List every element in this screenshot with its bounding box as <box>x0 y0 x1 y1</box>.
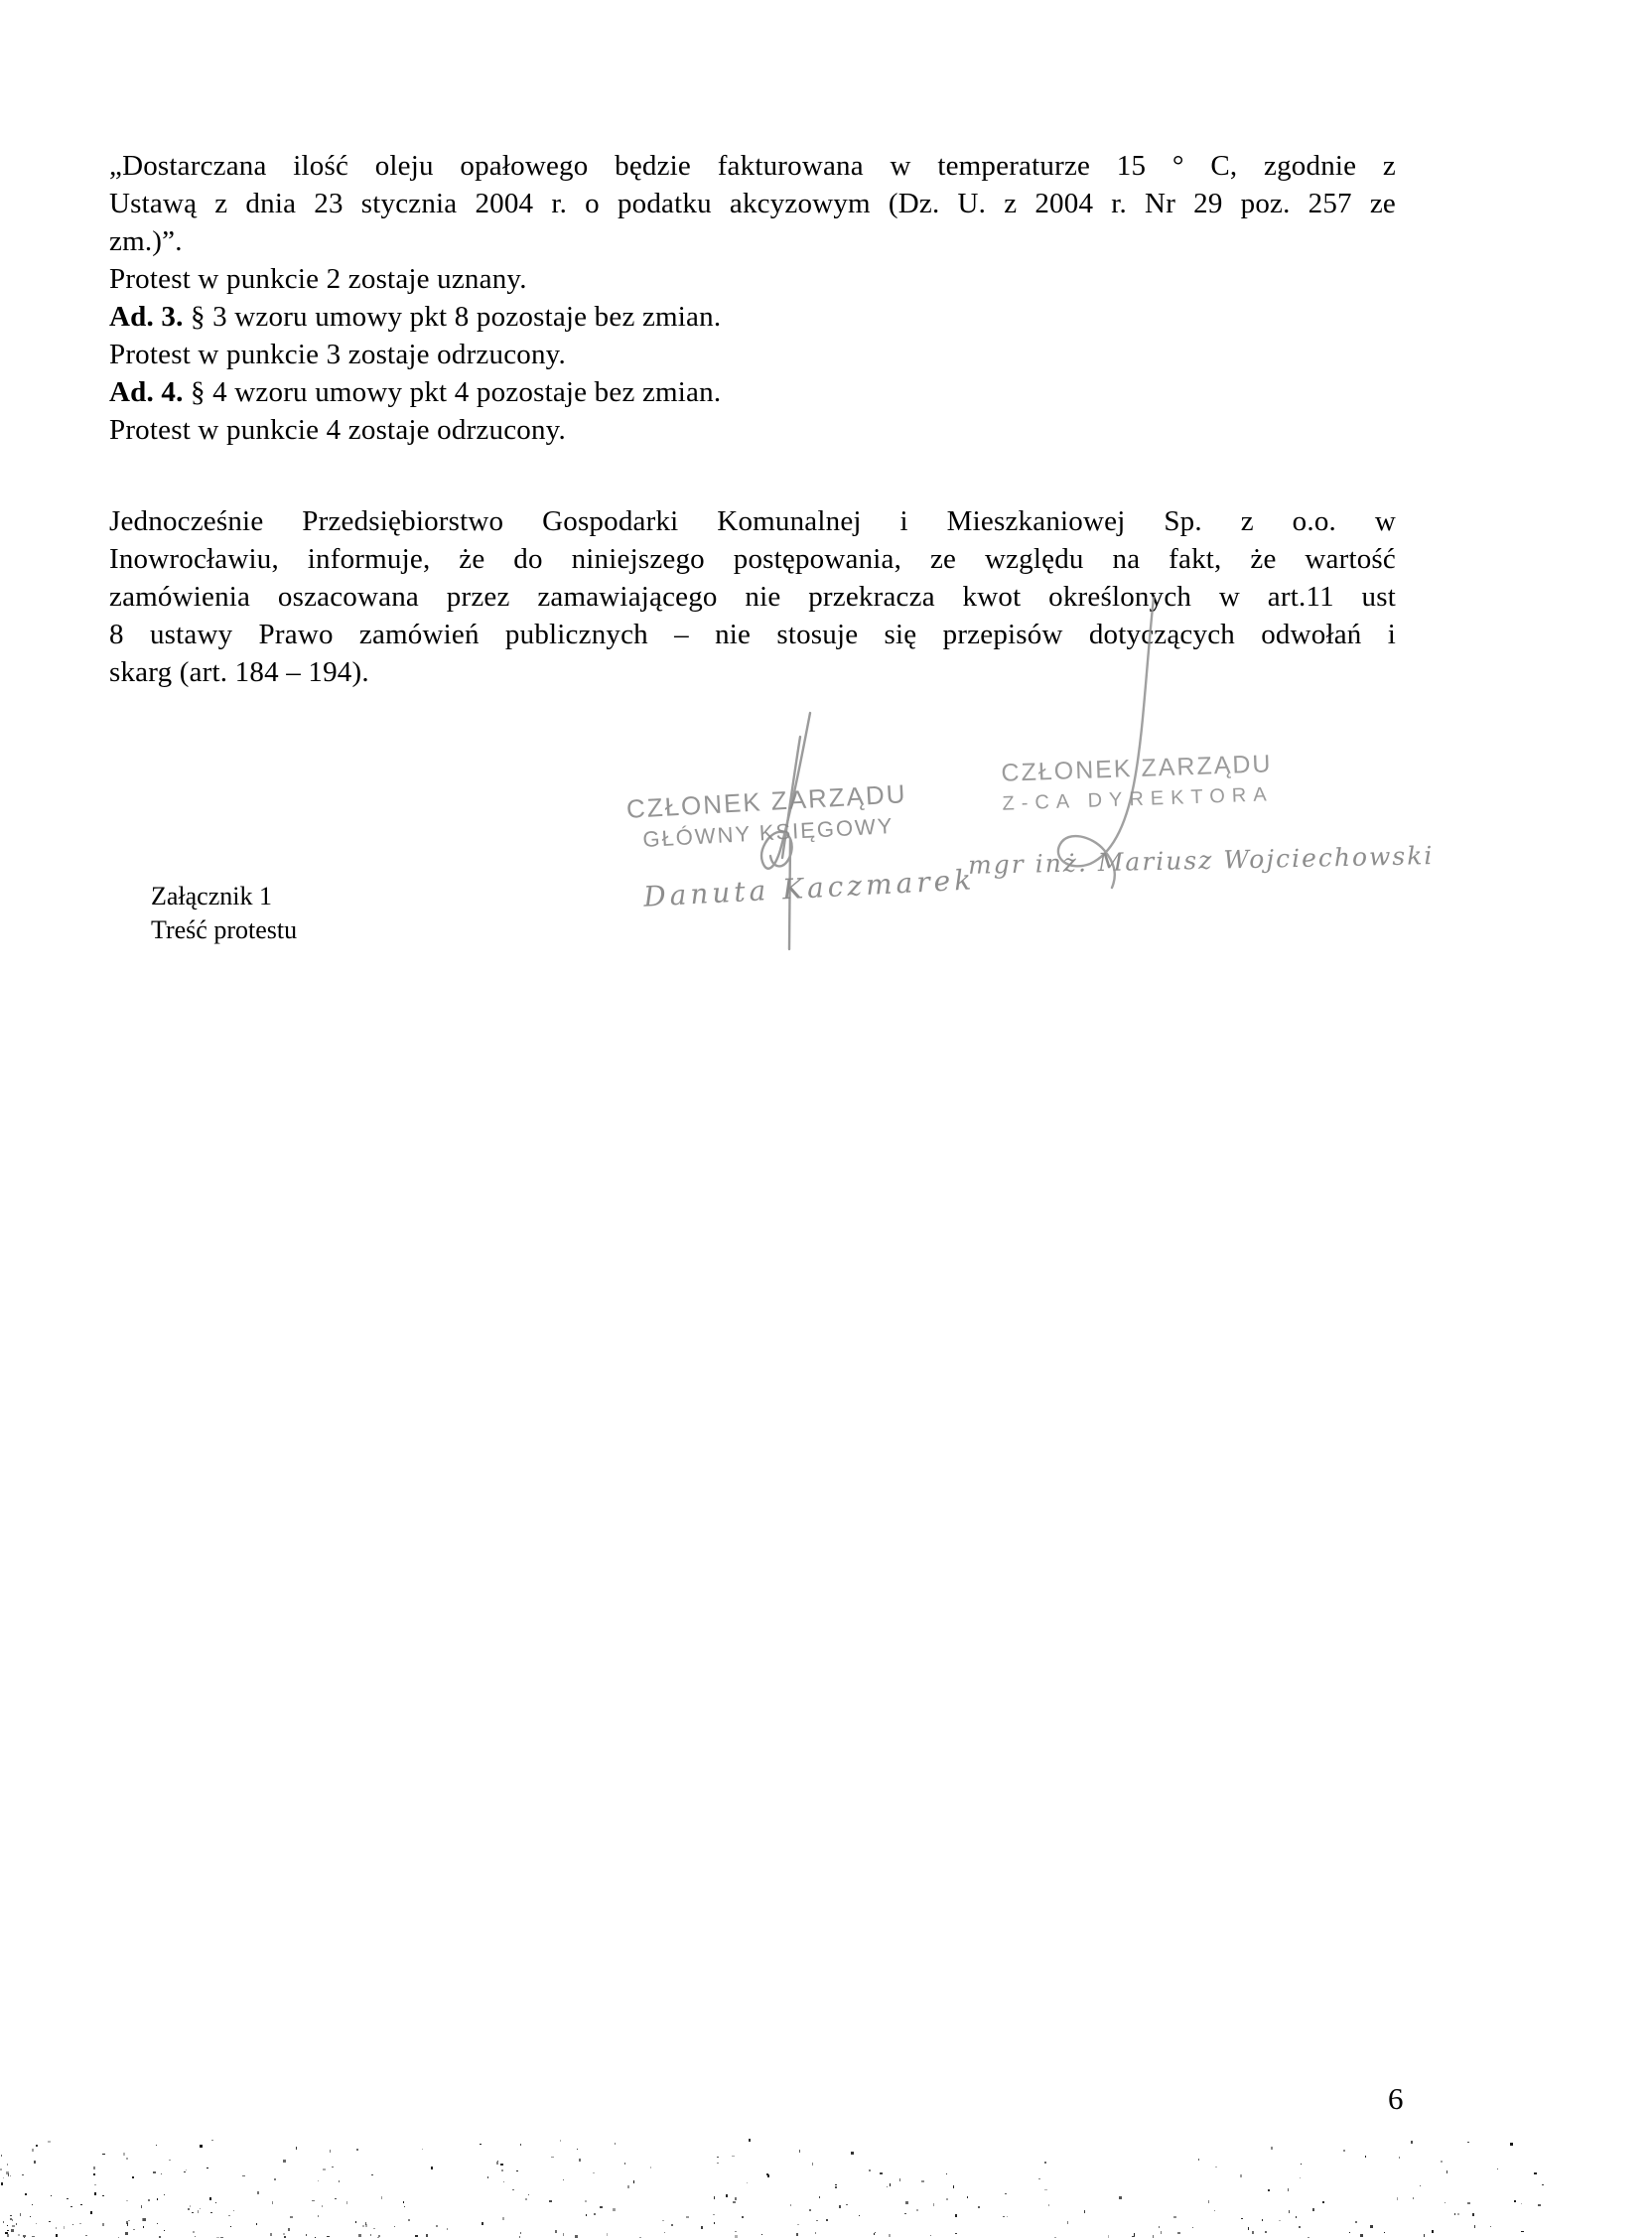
handwritten-signature-left: Danuta Kaczmarek <box>642 863 976 913</box>
info-line: Inowrocławiu, informuje, że do niniejszego postępowania, ze względu na fakt, że wartość <box>109 543 1396 575</box>
information-paragraph <box>109 502 1396 691</box>
info-line: zamówienia oszacowana przez zamawiającego nie przekracza kwot określonych w art.11 ust <box>109 581 1396 613</box>
attachment-note <box>151 880 297 947</box>
ad-4-text: § 4 wzoru umowy pkt 4 pozostaje bez zmian. <box>190 376 722 408</box>
info-line-last: skarg (art. 184 – 194). <box>109 656 369 688</box>
quote-line: zm.)”. <box>109 225 183 257</box>
page-number: 6 <box>1388 2081 1404 2116</box>
quote-line: Ustawą z dnia 23 stycznia 2004 r. o podatku akcyzowym (Dz. U. z 2004 r. Nr 29 poz. 257 ze <box>109 188 1396 219</box>
quote-line: „Dostarczana ilość oleju opałowego będzie fakturowana w temperaturze 15 ° C, zgodnie z <box>109 150 1396 182</box>
ad-3-line <box>109 298 1396 336</box>
stamp-title-line: CZŁONEK ZARZĄDU <box>1001 750 1273 787</box>
stamp-board-member-deputy-director <box>980 750 1295 817</box>
ad-3-label: Ad. 3. <box>109 301 184 333</box>
handwritten-signature-right: mgr inż. Mariusz Wojciechowski <box>967 841 1435 880</box>
attachment-line: Treść protestu <box>151 915 298 944</box>
protest-point-2-result: Protest w punkcie 2 zostaje uznany. <box>109 263 527 295</box>
stamp-title-line: GŁÓWNY KSIĘGOWY <box>641 812 895 853</box>
protest-point-4-result: Protest w punkcie 4 zostaje odrzucony. <box>109 414 566 446</box>
stamp-title-line: Z-CA DYREKTORA <box>1002 783 1274 815</box>
protest-point-3-result: Protest w punkcie 3 zostaje odrzucony. <box>109 339 566 370</box>
ad-4-label: Ad. 4. <box>109 376 184 408</box>
attachment-line: Załącznik 1 <box>151 882 272 910</box>
stamp-board-member-chief-accountant <box>603 777 933 855</box>
info-line: 8 ustawy Prawo zamówień publicznych – nie stosuje się przepisów dotyczących odwołań i <box>109 619 1396 650</box>
info-line: Jednocześnie Przedsiębiorstwo Gospodarki Komunalnej i Mieszkaniowej Sp. z o.o. w <box>109 505 1396 537</box>
ad-3-text: § 3 wzoru umowy pkt 8 pozostaje bez zmian. <box>190 301 722 333</box>
decision-paragraph <box>109 147 1396 449</box>
ad-4-line <box>109 373 1396 411</box>
stamp-title-line: CZŁONEK ZARZĄDU <box>625 778 908 824</box>
